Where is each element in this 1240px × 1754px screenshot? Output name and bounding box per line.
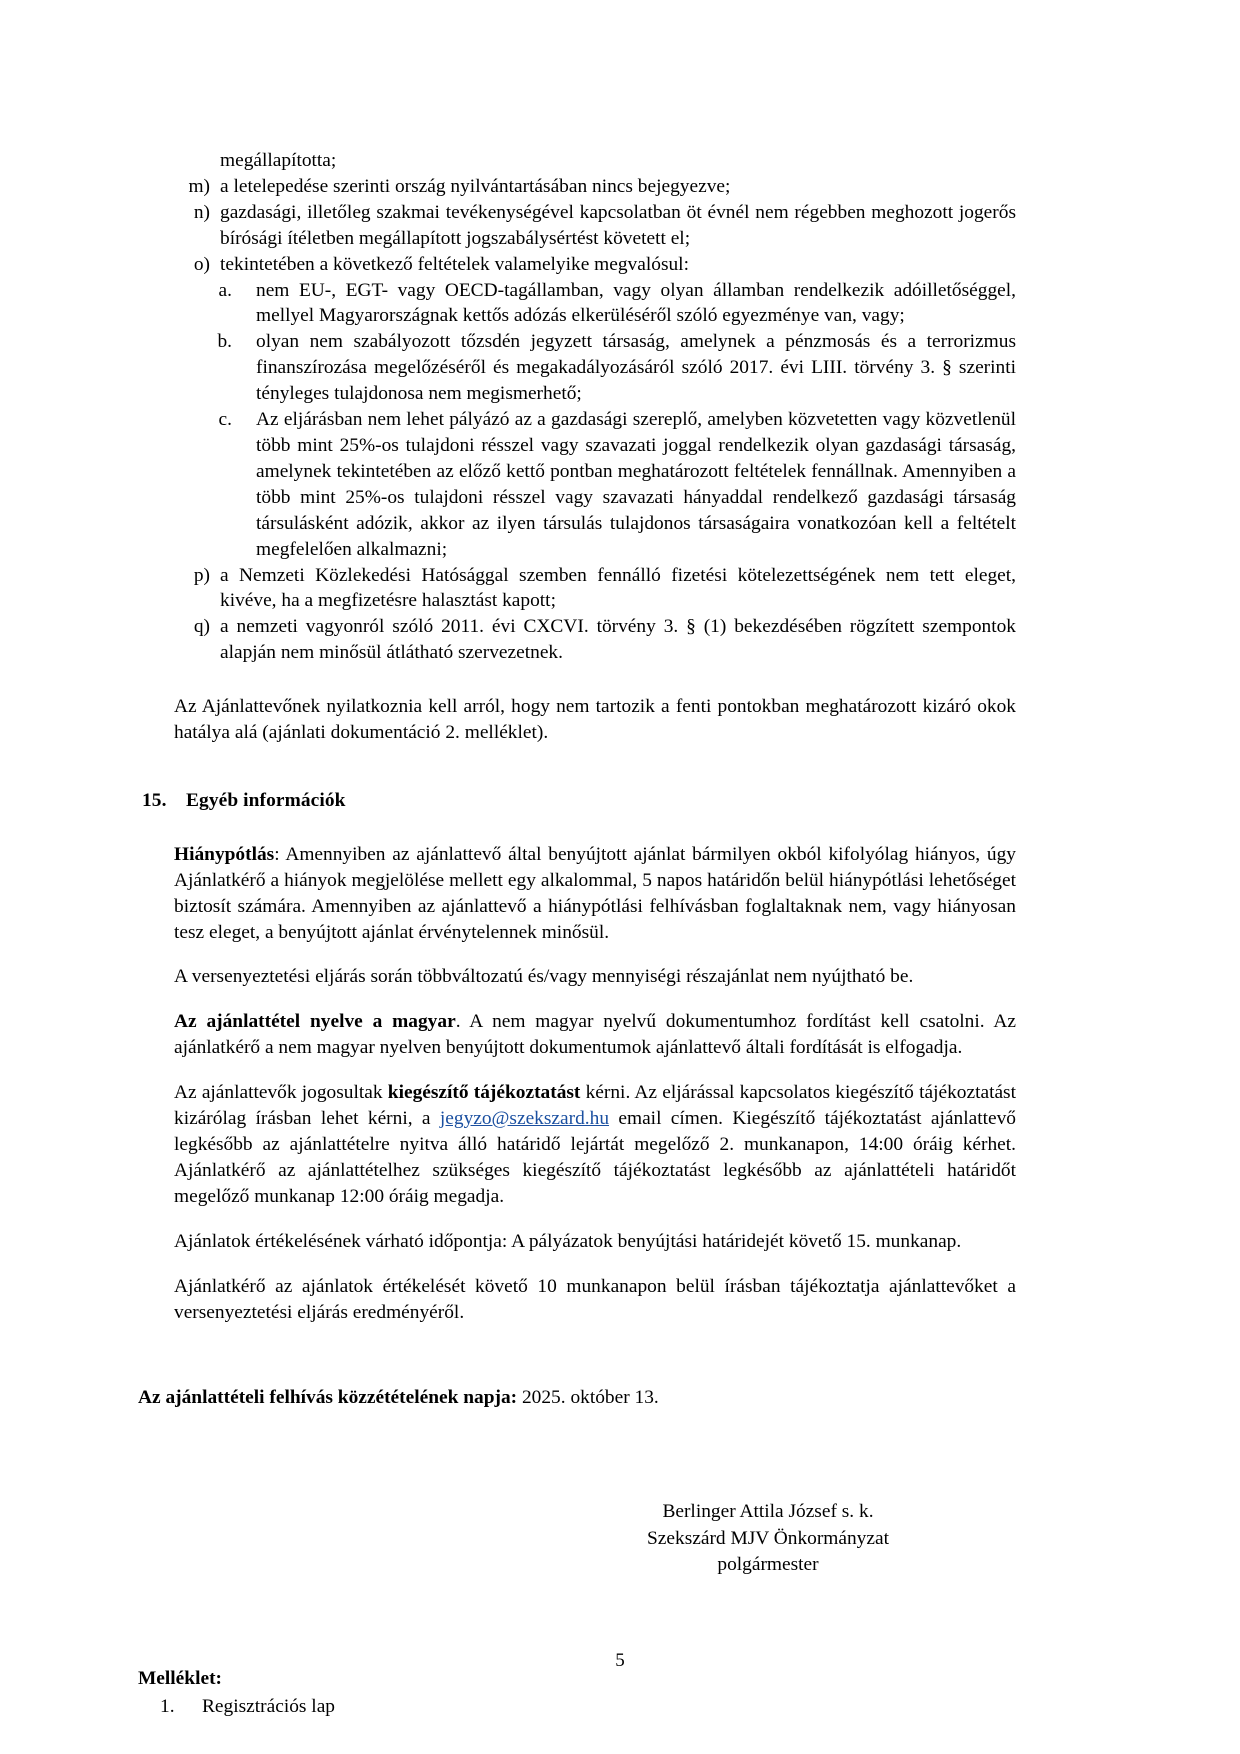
list-text-o: tekintetében a következő feltételek valamelyike megvalósul: xyxy=(220,253,689,275)
attachment-marker: 1. xyxy=(160,1695,175,1717)
list-marker-p: p) xyxy=(193,564,210,586)
signature-organization: Szekszárd MJV Önkormányzat xyxy=(647,1527,889,1549)
list-marker-o: o) xyxy=(193,253,210,275)
paragraph-ertekeles-idopont: Ajánlatok értékelésének várható időpontja: A pályázatok benyújtási határidejét követő 15. munkanap. xyxy=(174,1230,962,1252)
paragraph-versenyeztetes: A versenyeztetési eljárás során többváltozatú és/vagy mennyiségi részajánlat nem nyújtható be. xyxy=(174,966,914,988)
list-marker-n: n) xyxy=(193,201,210,223)
list-item-m xyxy=(174,174,1016,200)
attachment-item xyxy=(138,1694,1016,1720)
sublist-marker-a: a. xyxy=(218,279,232,301)
publication-date-label: Az ajánlattételi felhívás közzétételének napja: xyxy=(138,1387,518,1409)
list-item-p xyxy=(174,563,1016,615)
continued-line: megállapította; xyxy=(220,150,337,171)
section-heading-15 xyxy=(138,788,1016,814)
sublist-text-a: nem EU-, EGT- vagy OECD-tagállamban, vagy olyan államban rendelkezik adóilletőséggel, mellyel Magyarországnak kettős adózás elkerüléséről szóló egyezménye van, vagy; xyxy=(256,279,1016,327)
sublist-item-c xyxy=(206,407,1016,562)
list-text-n: gazdasági, illetőleg szakmai tevékenységével kapcsolatban öt évnél nem régebben meghozott jogerős bírósági ítéletben megállapított jogszabálysértést követett el; xyxy=(220,201,1016,249)
sublist-text-c: Az eljárásban nem lehet pályázó az a gazdasági szereplő, amelyben közvetetten vagy közvetlenül több mint 25%-os tulajdoni résszel vagy szavazati joggal rendelkezik olyan gazdasági társaság, amelynek tekintetében az előző kettő pontban meghatározott feltételek fennállnak. Amennyiben a több mint 25%-os tulajdoni résszel vagy szavazati hányaddal rendelkező gazdasági társaság társulásként adózik, akkor az ilyen társulás tulajdonos társaságaira vonatkozóan kell a feltételt megfelelően alkalmazni; xyxy=(256,409,1016,560)
paragraph-nyelv xyxy=(174,1009,1016,1061)
exclusion-closing-paragraph: Az Ajánlattevőnek nyilatkoznia kell arról, hogy nem tartozik a fenti pontokban meghatározott kizáró okok hatálya alá (ajánlati dokumentáció 2. melléklet). xyxy=(174,696,1016,744)
list-text-m: a letelepedése szerinti ország nyilvántartásában nincs bejegyezve; xyxy=(220,175,731,197)
sublist-marker-c: c. xyxy=(218,409,232,431)
kiegeszito-text-part2: kérni. Az eljárással kapcsolatos kiegészítő tájékoztatást kizárólag írásban lehet kérni, a xyxy=(174,1082,1016,1130)
list-marker-q: q) xyxy=(193,616,210,638)
nyelv-text: . A nem magyar nyelvű dokumentumhoz fordítást kell csatolni. Az ajánlatkérő a nem magyar nyelven benyújtott dokumentumok ajánlattevő általi fordítását is elfogadja. xyxy=(174,1011,1016,1059)
email-link[interactable]: jegyzo@szekszard.hu xyxy=(439,1108,610,1130)
attachment-label: Regisztrációs lap xyxy=(202,1695,335,1717)
list-item-n xyxy=(174,200,1016,252)
list-text-p: a Nemzeti Közlekedési Hatósággal szemben fennálló fizetési kötelezettségének nem tett eleget, kivéve, ha a megfizetésre halasztást kapott; xyxy=(220,564,1016,612)
section-title: Egyéb információk xyxy=(186,789,346,811)
paragraph-hianypotlas xyxy=(174,842,1016,946)
nyelv-label: Az ajánlattétel nyelve a magyar xyxy=(174,1011,456,1033)
hianypotlas-label: Hiánypótlás xyxy=(174,843,275,865)
kiegeszito-text-part1: Az ajánlattevők jogosultak xyxy=(174,1082,388,1104)
page-content xyxy=(138,148,1016,1720)
sublist-item-a xyxy=(206,278,1016,330)
list-marker-m: m) xyxy=(188,175,210,197)
page-number: 5 xyxy=(615,1650,625,1671)
kiegeszito-bold-phrase: kiegészítő tájékoztatást xyxy=(387,1082,581,1104)
sublist-item-b xyxy=(206,329,1016,407)
exclusion-subcriteria-list xyxy=(138,278,1016,563)
sublist-marker-b: b. xyxy=(217,331,232,353)
section-number: 15. xyxy=(142,789,167,811)
paragraph-kiegeszito-tajekoztatas xyxy=(174,1080,1016,1210)
list-text-q: a nemzeti vagyonról szóló 2011. évi CXCVI. törvény 3. § (1) bekezdésében rögzített szempontok alapján nem minősül átlátható szervezetnek. xyxy=(220,616,1016,664)
signature-name: Berlinger Attila József s. k. xyxy=(662,1501,874,1523)
signature-block xyxy=(538,1499,998,1578)
signature-title: polgármester xyxy=(717,1553,819,1575)
list-item-o xyxy=(174,252,1016,278)
list-item-q xyxy=(174,614,1016,666)
exclusion-criteria-list-continued xyxy=(138,563,1016,667)
exclusion-criteria-list xyxy=(138,174,1016,278)
attachments-heading: Melléklet: xyxy=(138,1667,222,1689)
attachments-list xyxy=(138,1694,1016,1720)
sublist-text-b: olyan nem szabályozott tőzsdén jegyzett társaság, amelynek a pénzmosás és a terrorizmus finanszírozása megelőzéséről és megakadályozásáról szóló 2017. évi LIII. törvény 3. § szerinti tényleges tulajdonosa nem megismerhető; xyxy=(256,331,1016,405)
publication-date-line xyxy=(138,1385,1016,1411)
kiegeszito-text-part3: email címen. Kiegészítő tájékoztatást ajánlattevő legkésőbb az ajánlattételre nyitva álló határidő lejártát megelőző 2. munkanapon, 14:00 óráig kérhet. Ajánlatkérő az ajánlattételhez szükséges kiegészítő tájékoztatást legkésőbb az ajánlattételi határidőt megelőző munkanap 12:00 óráig megadja. xyxy=(174,1108,1016,1207)
paragraph-tajekoztatas-eredmeny: Ajánlatkérő az ajánlatok értékelését követő 10 munkanapon belül írásban tájékoztatja ajánlattevőket a versenyeztetési eljárás eredményéről. xyxy=(174,1275,1016,1323)
hianypotlas-text: : Amennyiben az ajánlattevő által benyújtott ajánlat bármilyen okból kifolyólag hiányos, úgy Ajánlatkérő a hiányok megjelölése mellett egy alkalommal, 5 napos határidőn belül hiánypótlási lehetőséget biztosít számára. Amennyiben az ajánlattevő a hiánypótlási felhívásban foglaltaknak nem, vagy hiányosan tesz eleget, a benyújtott ajánlat érvénytelennek minősül. xyxy=(174,843,1016,943)
publication-date-value: 2025. október 13. xyxy=(521,1387,659,1409)
